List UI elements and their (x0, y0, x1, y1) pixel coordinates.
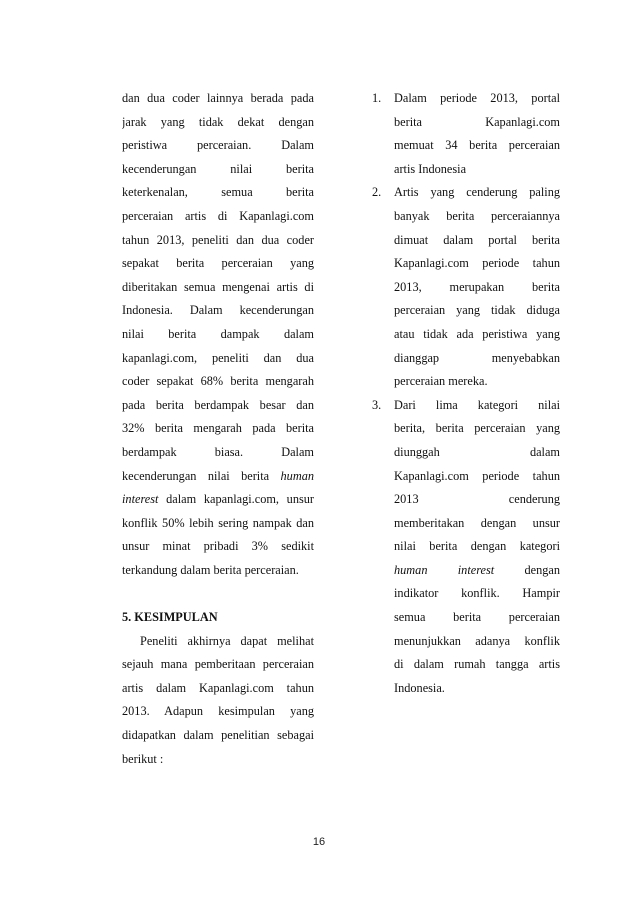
text-line: memuat 34 berita perceraian (394, 138, 560, 153)
text-line: memberitakan dengan unsur (394, 515, 560, 530)
text-line: keterkenalan, semua berita (122, 185, 314, 200)
conclusion-paragraph (122, 630, 314, 772)
text-line: sejauh mana pemberitaan perceraian (122, 657, 314, 672)
text-line: semua berita perceraian (394, 610, 560, 625)
text-line: perceraian artis di Kapanlagi.com (122, 208, 314, 223)
text-line: 2013. Adapun kesimpulan yang (122, 704, 314, 719)
conclusion-item-1 (372, 87, 560, 181)
text-line: artis dalam Kapanlagi.com tahun (122, 680, 314, 695)
text-line: dianggap menyebabkan (394, 350, 560, 365)
text-span: kecenderungan nilai berita (122, 468, 270, 483)
text-line: pada berita berdampak besar dan (122, 397, 314, 412)
text-line: Indonesia. Dalam kecenderungan (122, 303, 314, 318)
section-heading: 5. KESIMPULAN (122, 610, 218, 625)
results-paragraph (122, 87, 314, 582)
text-line: 32% berita mengarah pada berita (122, 421, 314, 436)
text-line: banyak berita perceraiannya (394, 208, 560, 223)
text-line: Kapanlagi.com periode tahun (394, 468, 560, 483)
text-line: kapanlagi.com, peneliti dan dua (122, 350, 314, 365)
text-line: berita, berita perceraian yang (394, 421, 560, 436)
text-line: Peneliti akhirnya dapat melihat (140, 633, 314, 648)
conclusion-item-2 (372, 181, 560, 393)
text-line: diunggah dalam (394, 444, 560, 459)
page-number: 16 (312, 836, 326, 848)
text-line: jarak yang tidak dekat dengan (122, 114, 314, 129)
text-line: didapatkan dalam penelitian sebagai (122, 728, 314, 743)
paragraph-gap (122, 582, 314, 606)
text-line: konflik 50% lebih sering nampak dan (122, 515, 314, 530)
list-marker: 1. (372, 91, 382, 105)
text-line: kecenderungan nilai berita (122, 161, 314, 176)
text-line: perceraian yang tidak diduga (394, 303, 560, 318)
text-line: nilai berita dampak dalam (122, 326, 314, 341)
text-line: Indonesia. (394, 680, 445, 695)
text-span: dalam kapanlagi.com, unsur (158, 492, 314, 507)
text-line: indikator konflik. Hampir (394, 586, 560, 601)
text-line: Kapanlagi.com periode tahun (394, 256, 560, 271)
text-line: sepakat berita perceraian yang (122, 256, 314, 271)
list-marker: 2. (372, 185, 382, 200)
text-line: perceraian mereka. (394, 374, 488, 389)
text-line: 2013, merupakan berita (394, 279, 560, 294)
conclusion-item-3 (372, 394, 560, 701)
text-line: diberitakan semua mengenai artis di (122, 279, 314, 294)
text-line: tahun 2013, peneliti dan dua coder (122, 232, 314, 247)
text-line (372, 559, 560, 583)
italic-term: human (280, 468, 314, 483)
text-line: nilai berita dengan kategori (394, 539, 560, 554)
list-marker: 3. (372, 397, 382, 412)
text-line: Dari lima kategori nilai (394, 397, 560, 412)
italic-term: interest (122, 492, 159, 507)
italic-term: human interest (394, 562, 495, 577)
text-line: 2013 cenderung (394, 492, 560, 507)
text-line: unsur minat pribadi 3% sedikit (122, 539, 314, 554)
text-line: berita Kapanlagi.com (394, 114, 560, 129)
text-span: dengan (494, 562, 560, 577)
text-line: berdampak biasa. Dalam (122, 444, 314, 459)
text-line: dan dua coder lainnya berada pada (122, 91, 314, 105)
text-line: terkandung dalam berita perceraian. (122, 562, 299, 577)
text-line (122, 465, 314, 489)
text-line: di dalam rumah tangga artis (394, 657, 560, 672)
text-line: atau tidak ada peristiwa yang (394, 326, 560, 341)
text-line (122, 488, 314, 512)
text-line: peristiwa perceraian. Dalam (122, 138, 314, 153)
text-line: coder sepakat 68% berita mengarah (122, 374, 314, 389)
text-line: Artis yang cenderung paling (394, 185, 560, 200)
text-line: artis Indonesia (394, 161, 467, 176)
text-line: Dalam periode 2013, portal (394, 91, 560, 105)
text-line: dimuat dalam portal berita (394, 232, 560, 247)
right-column (372, 87, 560, 700)
text-line: menunjukkan adanya konflik (394, 633, 560, 648)
left-column (122, 87, 314, 771)
text-line: berikut : (122, 751, 164, 766)
